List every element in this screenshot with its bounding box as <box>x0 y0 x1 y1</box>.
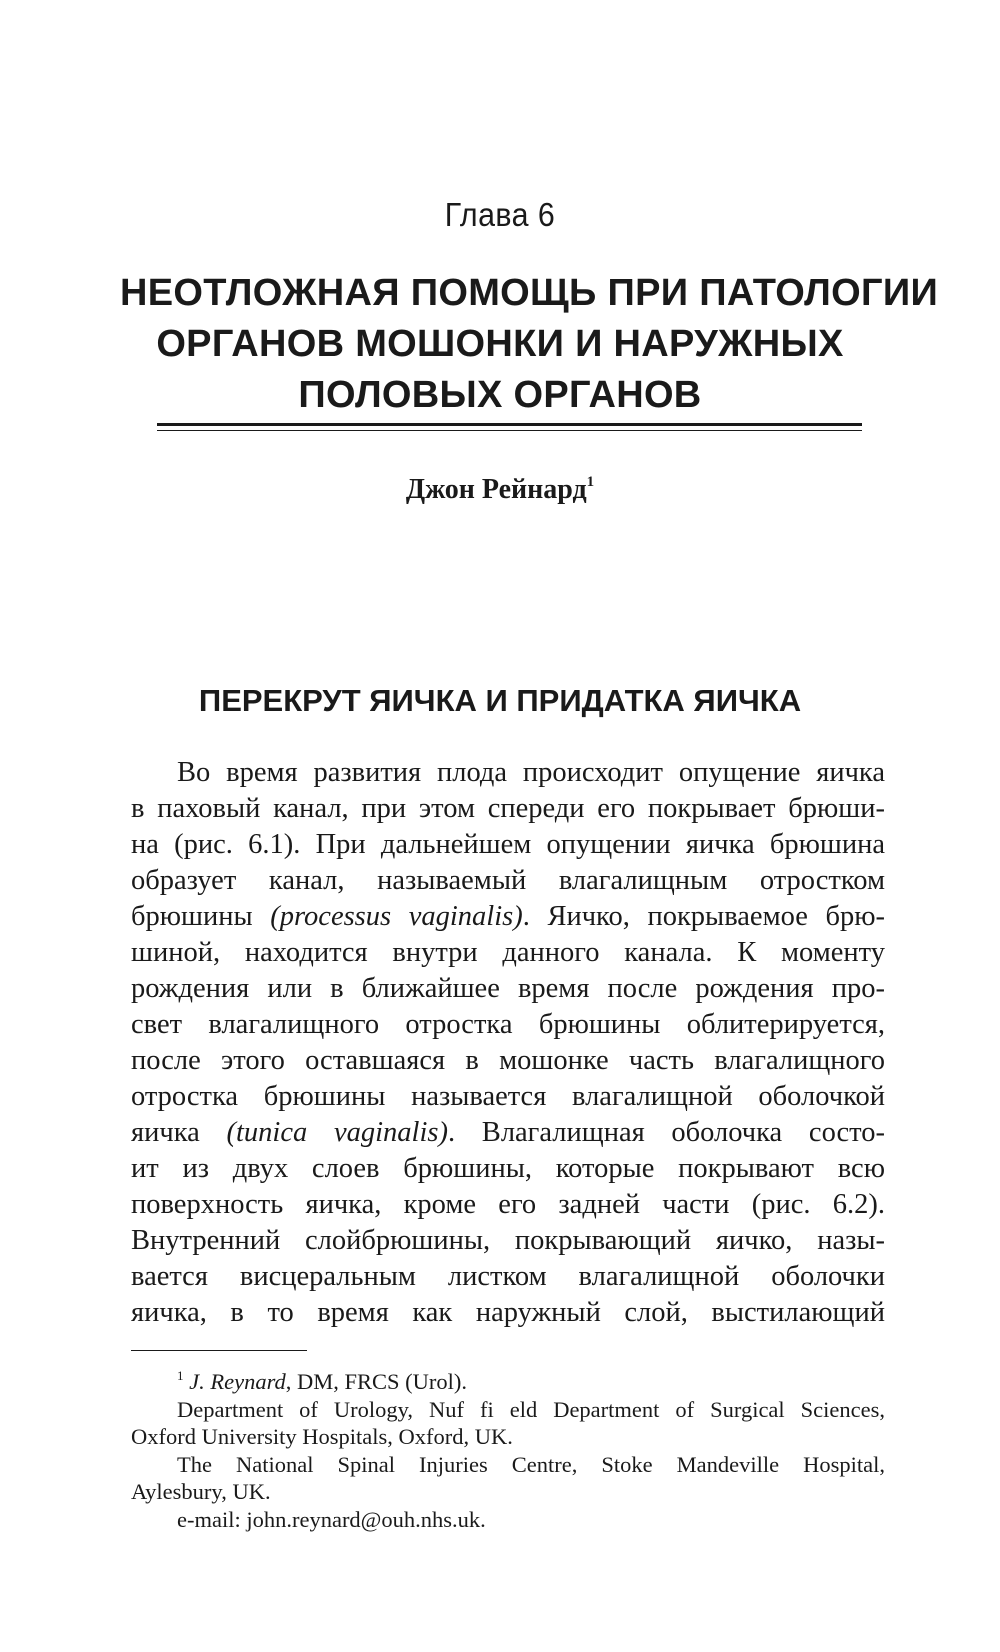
footnote-mark: 1 <box>177 1368 184 1383</box>
body-line: шиной, находится внутри данного канала. К моменту <box>131 937 885 968</box>
body-line: в паховый канал, при этом спереди его покрывает брюши- <box>131 793 885 824</box>
footnote-author <box>131 1368 885 1396</box>
footnote-separator <box>131 1350 307 1351</box>
body-line: ит из двух слоев брюшины, которые покрывают всю <box>131 1153 885 1184</box>
body-line: Внутренний слойбрюшины, покрывающий яичко, назы- <box>131 1225 885 1256</box>
chapter-title-line: НЕОТЛОЖНАЯ ПОМОЩЬ ПРИ ПАТОЛОГИИ <box>120 272 939 314</box>
author-name: Джон Рейнард <box>405 474 587 505</box>
footnote-affiliation: Department of Urology, Nuf fi eld Department of Surgical Sciences, <box>177 1396 885 1422</box>
body-line: на (рис. 6.1). При дальнейшем опущении яичка брюшина <box>131 829 885 860</box>
body-line: свет влагалищного отростка брюшины облитерируется, <box>131 1009 885 1040</box>
chapter-label: Глава 6 <box>444 196 556 233</box>
body-text-run: . Влагалищная оболочка состо- <box>447 1117 885 1148</box>
title-divider-thick <box>157 423 862 426</box>
body-text-run: брюшины <box>131 901 271 932</box>
author-line <box>0 474 1000 506</box>
footnote-affiliation: Oxford University Hospitals, Oxford, UK. <box>131 1424 513 1449</box>
chapter-title-line: ПОЛОВЫХ ОРГАНОВ <box>298 374 702 416</box>
body-line: поверхность яичка, кроме его задней части (рис. 6.2). <box>131 1189 885 1220</box>
body-text-run: яичка <box>131 1117 227 1148</box>
footnote-affiliation: Aylesbury, UK. <box>131 1479 271 1504</box>
author-footnote-mark[interactable]: 1 <box>586 474 595 490</box>
body-line <box>131 1115 885 1151</box>
title-divider-thin <box>157 430 862 431</box>
footnote-author-name: J. Reynard <box>189 1369 286 1394</box>
body-line: отростка брюшины называется влагалищной оболочкой <box>131 1081 885 1112</box>
latin-term: (tunica vaginalis) <box>226 1117 448 1148</box>
body-line: яичка, в то время как наружный слой, выстилающий <box>131 1297 885 1328</box>
section-heading: ПЕРЕКРУТ ЯИЧКА И ПРИДАТКА ЯИЧКА <box>198 683 802 718</box>
body-paragraph <box>131 755 885 1331</box>
chapter-title <box>120 268 939 421</box>
footnote-affiliation: The National Spinal Injuries Centre, Stoke Mandeville Hospital, <box>177 1451 885 1477</box>
body-line: Во время развития плода происходит опущение яичка <box>177 757 885 788</box>
body-line: рождения или в ближайшее время после рождения про- <box>131 973 885 1004</box>
body-line: образует канал, называемый влагалищным отростком <box>131 865 885 896</box>
footnote-author-degrees: , DM, FRCS (Urol). <box>285 1369 468 1394</box>
chapter-title-line: ОРГАНОВ МОШОНКИ И НАРУЖНЫХ <box>156 323 844 365</box>
footnote-email[interactable]: e-mail: john.reynard@ouh.nhs.uk. <box>177 1506 486 1532</box>
latin-term: (processus vaginalis) <box>270 901 523 932</box>
footnotes <box>131 1368 885 1533</box>
body-line: после этого оставшаяся в мошонке часть влагалищного <box>131 1045 885 1076</box>
body-line: вается висцеральным листком влагалищной оболочки <box>131 1261 885 1292</box>
body-line <box>131 899 885 935</box>
body-text-run: . Яичко, покрываемое брю- <box>522 901 886 932</box>
